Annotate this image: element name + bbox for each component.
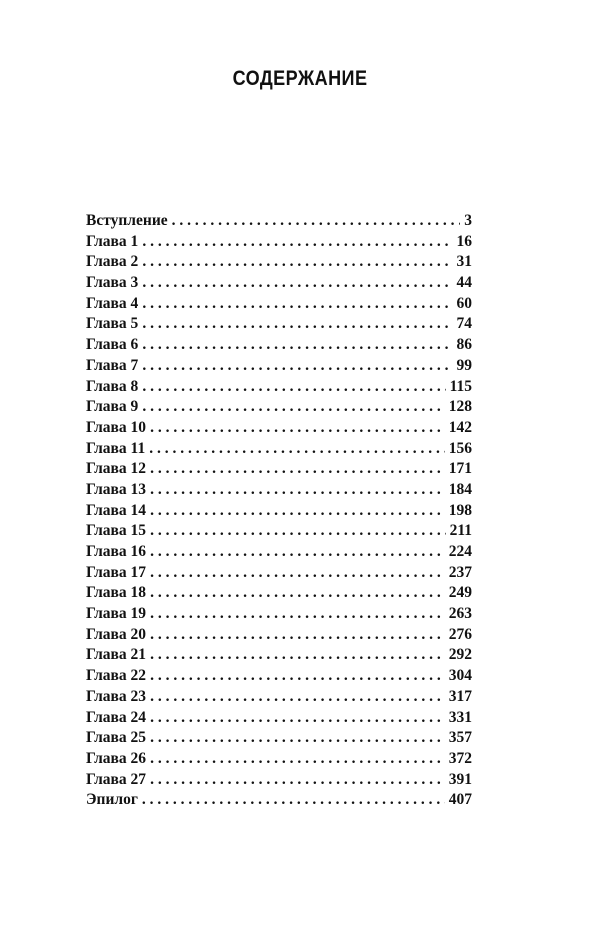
toc-dot-leader [150, 604, 445, 625]
toc-entry [86, 563, 472, 584]
toc-entry-label: Глава 11 [86, 439, 146, 457]
toc-entry-label: Глава 18 [86, 584, 147, 602]
toc-entry [86, 418, 472, 439]
toc-entry-label: Глава 17 [86, 563, 147, 581]
toc-dot-leader [150, 418, 445, 439]
toc-entry [86, 728, 472, 749]
toc-entry [86, 501, 472, 522]
toc-entry [86, 397, 472, 418]
toc-dot-leader [150, 521, 446, 542]
toc-entry-label: Глава 19 [86, 605, 147, 623]
toc-dot-leader [150, 645, 445, 666]
toc-dot-leader [150, 459, 445, 480]
toc-entry-page-number: 276 [448, 625, 472, 643]
toc-entry-label: Эпилог [86, 791, 138, 809]
toc-entry-page-number: 391 [448, 770, 472, 788]
toc-entry-page-number: 128 [448, 398, 472, 416]
toc-dot-leader [142, 252, 452, 273]
toc-entry-label: Глава 4 [86, 294, 139, 312]
toc-entry-page-number: 156 [448, 439, 472, 457]
toc-entry-page-number: 3 [464, 212, 472, 229]
toc-dot-leader [150, 770, 445, 791]
toc-entry-page-number: 31 [456, 253, 472, 271]
toc-entry-page-number: 184 [448, 480, 472, 498]
toc-dot-leader [142, 232, 452, 253]
toc-entry-page-number: 74 [456, 315, 472, 333]
toc-dot-leader [150, 542, 445, 563]
toc-entry-label: Глава 5 [86, 315, 139, 333]
toc-dot-leader [150, 749, 445, 770]
toc-entry [86, 459, 472, 480]
toc-dot-leader [142, 335, 452, 356]
table-of-contents [86, 211, 472, 811]
toc-entry-page-number: 249 [448, 584, 472, 602]
toc-entry-label: Глава 22 [86, 667, 147, 685]
toc-entry [86, 439, 472, 460]
toc-dot-leader [150, 583, 445, 604]
toc-entry [86, 625, 472, 646]
toc-entry-page-number: 115 [449, 377, 472, 395]
toc-entry [86, 273, 472, 294]
toc-entry-label: Глава 21 [86, 646, 147, 664]
toc-entry [86, 645, 472, 666]
toc-dot-leader [150, 480, 445, 501]
toc-entry-page-number: 237 [448, 563, 472, 581]
toc-entry-page-number: 99 [456, 356, 472, 374]
toc-dot-leader [142, 397, 444, 418]
toc-entry [86, 377, 472, 398]
toc-entry-page-number: 407 [448, 791, 472, 809]
toc-dot-leader [142, 377, 445, 398]
toc-dot-leader [142, 356, 452, 377]
toc-entry-page-number: 224 [448, 543, 472, 560]
toc-dot-leader [142, 273, 452, 294]
toc-entry [86, 335, 472, 356]
toc-entry [86, 314, 472, 335]
toc-entry [86, 666, 472, 687]
toc-dot-leader [172, 211, 461, 232]
toc-entry-label: Глава 20 [86, 625, 147, 643]
toc-entry-label: Глава 6 [86, 336, 139, 354]
toc-entry [86, 252, 472, 273]
toc-entry [86, 708, 472, 729]
toc-entry-label: Глава 8 [86, 377, 139, 395]
toc-entry-page-number: 60 [456, 294, 472, 312]
toc-entry [86, 583, 472, 604]
toc-entry-page-number: 142 [448, 418, 472, 436]
toc-entry-page-number: 211 [449, 522, 472, 540]
toc-entry-page-number: 304 [448, 667, 472, 685]
toc-dot-leader [150, 687, 445, 708]
toc-entry-label: Глава 23 [86, 687, 147, 705]
toc-entry-label: Глава 24 [86, 708, 147, 726]
toc-entry-label: Глава 14 [86, 501, 147, 519]
toc-entry-label: Глава 16 [86, 543, 147, 560]
toc-entry-label: Глава 26 [86, 749, 147, 767]
toc-dot-leader [150, 625, 445, 646]
toc-entry-page-number: 372 [448, 749, 472, 767]
toc-entry-page-number: 357 [448, 729, 472, 747]
toc-entry-label: Глава 1 [86, 232, 139, 250]
toc-dot-leader [142, 314, 452, 335]
toc-entry [86, 790, 472, 811]
toc-entry-label: Глава 25 [86, 729, 147, 747]
toc-entry [86, 770, 472, 791]
toc-entry-label: Глава 3 [86, 274, 139, 292]
toc-entry [86, 211, 472, 232]
toc-entry-label: Глава 9 [86, 398, 139, 416]
toc-dot-leader [150, 501, 445, 522]
page-title: СОДЕРЖАНИЕ [232, 67, 368, 90]
toc-entry-label: Глава 2 [86, 253, 139, 271]
toc-dot-leader [142, 294, 452, 315]
toc-entry [86, 294, 472, 315]
toc-entry-page-number: 44 [456, 274, 472, 292]
toc-entry [86, 604, 472, 625]
toc-entry-page-number: 292 [448, 646, 472, 664]
toc-dot-leader [149, 439, 445, 460]
toc-entry-label: Глава 7 [86, 356, 139, 374]
toc-dot-leader [150, 563, 445, 584]
toc-dot-leader [150, 666, 445, 687]
toc-dot-leader [150, 728, 445, 749]
toc-entry [86, 521, 472, 542]
toc-entry-page-number: 86 [456, 336, 472, 354]
toc-entry [86, 356, 472, 377]
toc-entry [86, 480, 472, 501]
toc-entry-page-number: 16 [456, 232, 472, 250]
toc-entry-page-number: 317 [448, 687, 472, 705]
toc-entry-label: Вступление [86, 212, 168, 229]
toc-entry-page-number: 263 [448, 605, 472, 623]
toc-entry [86, 232, 472, 253]
toc-entry [86, 749, 472, 770]
toc-entry [86, 687, 472, 708]
toc-entry-page-number: 198 [448, 501, 472, 519]
toc-entry-label: Глава 27 [86, 770, 147, 788]
toc-entry-label: Глава 15 [86, 522, 147, 540]
toc-entry-label: Глава 12 [86, 460, 147, 478]
toc-dot-leader [142, 790, 445, 811]
toc-entry-page-number: 171 [448, 460, 472, 478]
toc-entry-label: Глава 10 [86, 418, 147, 436]
toc-entry-page-number: 331 [448, 708, 472, 726]
toc-entry [86, 542, 472, 563]
toc-dot-leader [150, 708, 445, 729]
toc-entry-label: Глава 13 [86, 480, 147, 498]
